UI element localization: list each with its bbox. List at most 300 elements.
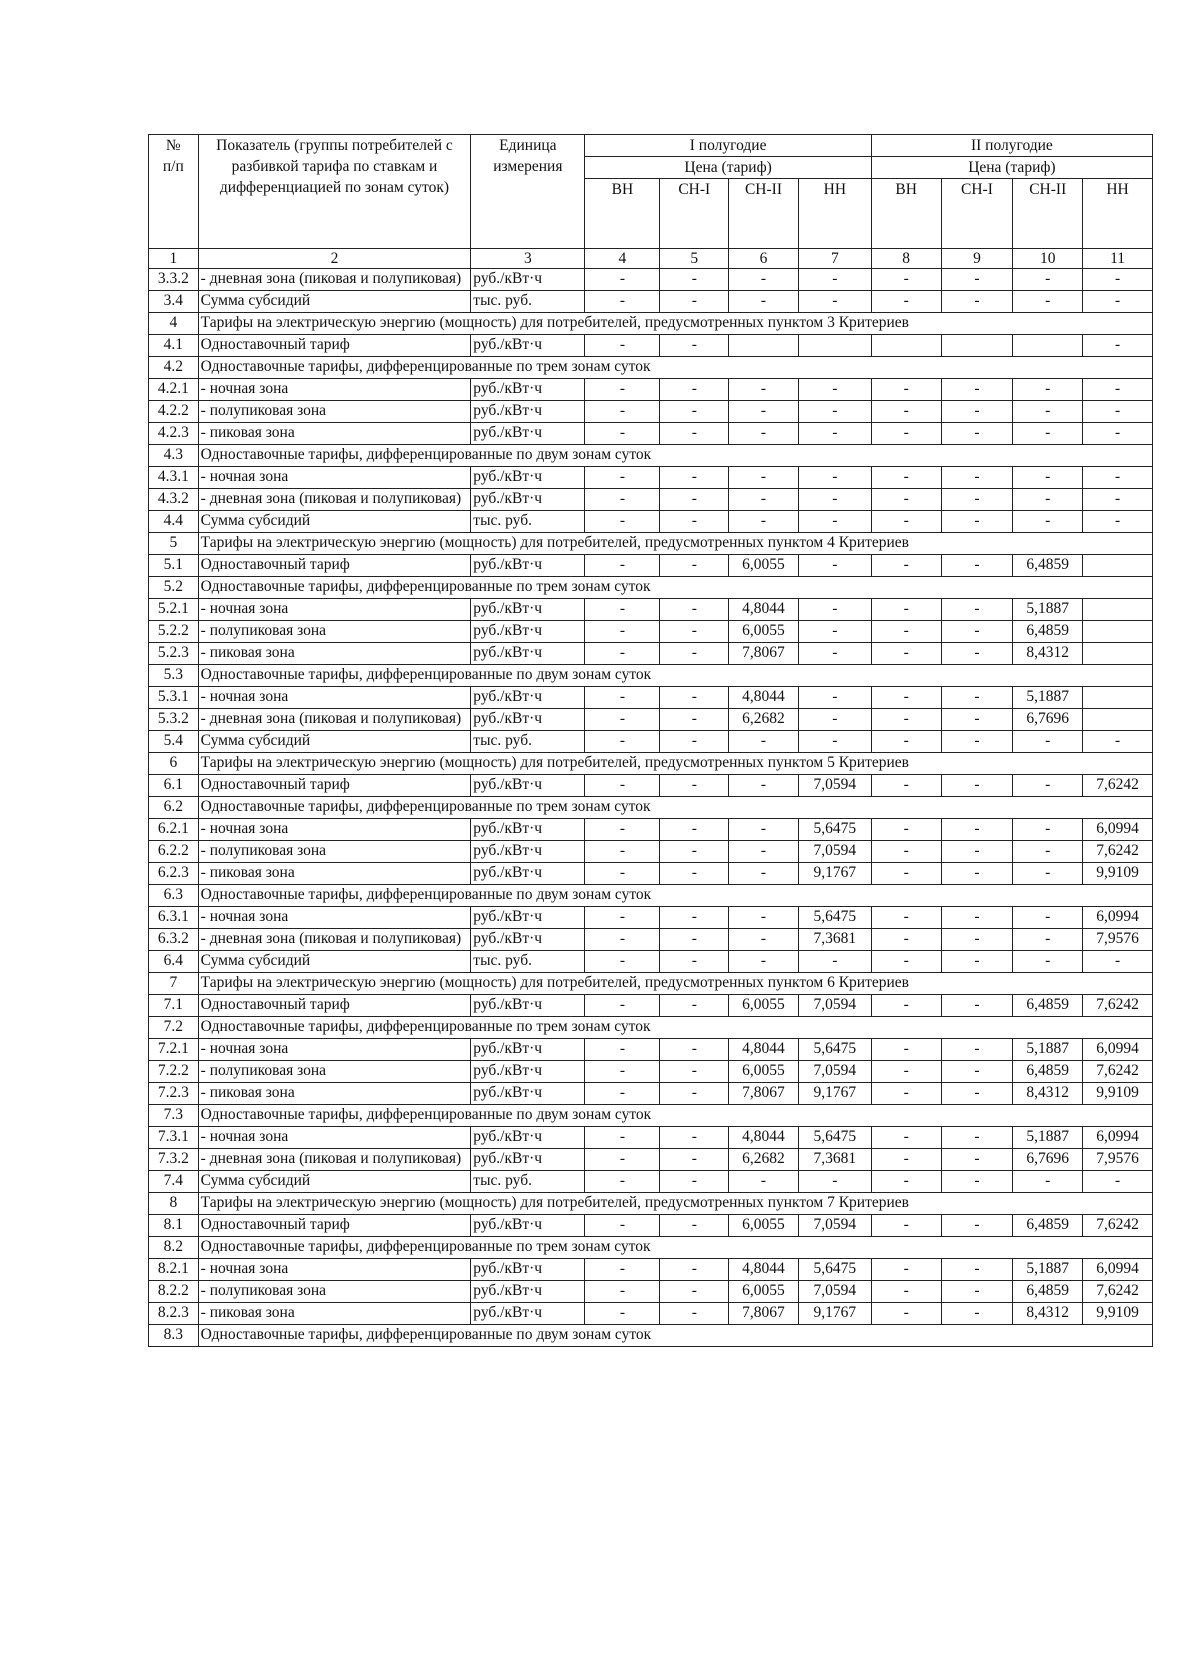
tariff-value: 9,1767 (798, 1083, 871, 1105)
row-indicator: - полупиковая зона (198, 401, 471, 423)
tariff-value: - (1013, 489, 1083, 511)
tariff-value: - (585, 1061, 660, 1083)
tariff-value: - (729, 731, 799, 753)
tariff-value: - (729, 269, 799, 291)
tariff-value: - (585, 511, 660, 533)
tariff-value: 4,8044 (729, 687, 799, 709)
tariff-value: - (660, 489, 729, 511)
tariff-value: - (660, 841, 729, 863)
tariff-value: - (660, 401, 729, 423)
tariff-value: - (798, 643, 871, 665)
row-unit: руб./кВт·ч (471, 1259, 585, 1281)
section-row (149, 313, 1153, 335)
row-number: 6.3.2 (149, 929, 199, 951)
header-level: СН-II (729, 179, 799, 249)
table-row (149, 687, 1153, 709)
tariff-value: - (941, 1281, 1013, 1303)
tariff-value: - (660, 1259, 729, 1281)
tariff-value: 5,6475 (798, 1127, 871, 1149)
row-number: 7.2.1 (149, 1039, 199, 1061)
tariff-value: - (585, 621, 660, 643)
tariff-value: - (585, 709, 660, 731)
section-title: Тарифы на электрическую энергию (мощность) для потребителей, предусмотренных пунктом 7 Критериев (198, 1193, 1152, 1215)
row-indicator: - дневная зона (пиковая и полупиковая) (198, 1149, 471, 1171)
tariff-value: 7,3681 (798, 1149, 871, 1171)
tariff-value (1083, 555, 1153, 577)
tariff-value: - (1083, 291, 1153, 313)
tariff-value: - (660, 1127, 729, 1149)
tariff-value: - (660, 1083, 729, 1105)
row-unit: руб./кВт·ч (471, 709, 585, 731)
row-number: 4.2.1 (149, 379, 199, 401)
column-number: 2 (198, 249, 471, 269)
tariff-value: - (1083, 731, 1153, 753)
tariff-value: - (871, 1259, 941, 1281)
row-number: 6.2.3 (149, 863, 199, 885)
tariff-value: - (871, 951, 941, 973)
tariff-value: - (941, 1215, 1013, 1237)
header-no: № п/п (149, 135, 199, 249)
table-row (149, 1281, 1153, 1303)
section-row (149, 973, 1153, 995)
row-number: 8.2 (149, 1237, 199, 1259)
row-indicator: Одноставочный тариф (198, 555, 471, 577)
tariff-value: - (798, 379, 871, 401)
section-title: Одноставочные тарифы, дифференцированные по трем зонам суток (198, 1017, 1152, 1039)
tariff-value (1083, 709, 1153, 731)
tariff-value: - (1013, 467, 1083, 489)
tariff-value: 6,4859 (1013, 621, 1083, 643)
table-row (149, 775, 1153, 797)
row-number: 7 (149, 973, 199, 995)
tariff-value: - (941, 863, 1013, 885)
tariff-value: - (1013, 269, 1083, 291)
tariff-value: - (660, 1061, 729, 1083)
row-unit: руб./кВт·ч (471, 1303, 585, 1325)
tariff-value: - (798, 269, 871, 291)
row-indicator: Сумма субсидий (198, 1171, 471, 1193)
tariff-value: - (871, 995, 941, 1017)
tariff-value: 9,9109 (1083, 1083, 1153, 1105)
tariff-value: - (798, 731, 871, 753)
tariff-value: - (660, 1281, 729, 1303)
tariff-value: - (660, 731, 729, 753)
tariff-value: - (941, 643, 1013, 665)
tariff-value: - (941, 687, 1013, 709)
tariff-value: - (798, 709, 871, 731)
table-row (149, 423, 1153, 445)
table-row (149, 621, 1153, 643)
tariff-value: 8,4312 (1013, 643, 1083, 665)
section-row (149, 1237, 1153, 1259)
tariff-value: 9,9109 (1083, 1303, 1153, 1325)
row-unit: тыс. руб. (471, 1171, 585, 1193)
tariff-value: 7,8067 (729, 643, 799, 665)
tariff-value: - (660, 467, 729, 489)
tariff-value: - (871, 1061, 941, 1083)
tariff-value: - (660, 1215, 729, 1237)
tariff-value: 7,6242 (1083, 1061, 1153, 1083)
tariff-value: - (941, 1303, 1013, 1325)
section-row (149, 665, 1153, 687)
row-number: 8.2.2 (149, 1281, 199, 1303)
tariff-value: - (729, 907, 799, 929)
tariff-value: - (941, 269, 1013, 291)
table-row (149, 1171, 1153, 1193)
row-number: 5.3 (149, 665, 199, 687)
tariff-value: - (871, 709, 941, 731)
tariff-value: - (729, 423, 799, 445)
tariff-value: - (585, 907, 660, 929)
row-unit: руб./кВт·ч (471, 599, 585, 621)
row-indicator: - ночная зона (198, 599, 471, 621)
header-price2: Цена (тариф) (871, 157, 1152, 179)
row-indicator: - дневная зона (пиковая и полупиковая) (198, 929, 471, 951)
row-unit: руб./кВт·ч (471, 1039, 585, 1061)
row-unit: руб./кВт·ч (471, 1127, 585, 1149)
tariff-value: - (798, 951, 871, 973)
tariff-value: 4,8044 (729, 1039, 799, 1061)
row-unit: руб./кВт·ч (471, 841, 585, 863)
row-number: 8.1 (149, 1215, 199, 1237)
table-row (149, 907, 1153, 929)
row-number: 5.3.2 (149, 709, 199, 731)
tariff-value: 7,6242 (1083, 775, 1153, 797)
section-title: Одноставочные тарифы, дифференцированные по трем зонам суток (198, 577, 1152, 599)
column-number: 9 (941, 249, 1013, 269)
tariff-value: - (941, 1259, 1013, 1281)
tariff-value (871, 335, 941, 357)
tariff-value: - (941, 291, 1013, 313)
row-unit: тыс. руб. (471, 511, 585, 533)
tariff-value: - (941, 511, 1013, 533)
row-unit: руб./кВт·ч (471, 929, 585, 951)
header-level: СН-I (660, 179, 729, 249)
tariff-value: - (585, 687, 660, 709)
row-number: 4.3 (149, 445, 199, 467)
tariff-value: 6,0994 (1083, 1127, 1153, 1149)
row-number: 7.3.1 (149, 1127, 199, 1149)
tariff-value: - (871, 1149, 941, 1171)
row-indicator: - пиковая зона (198, 1303, 471, 1325)
table-row (149, 511, 1153, 533)
row-indicator: - полупиковая зона (198, 1061, 471, 1083)
tariff-value: 7,0594 (798, 1281, 871, 1303)
row-number: 7.2.2 (149, 1061, 199, 1083)
tariff-value: - (871, 511, 941, 533)
tariff-value: - (585, 1171, 660, 1193)
row-number: 4.4 (149, 511, 199, 533)
row-number: 4.3.1 (149, 467, 199, 489)
tariff-value: - (660, 819, 729, 841)
tariff-value (729, 335, 799, 357)
tariff-value: - (871, 731, 941, 753)
tariff-value: - (585, 467, 660, 489)
table-row (149, 599, 1153, 621)
tariff-value: - (798, 511, 871, 533)
row-number: 5.2 (149, 577, 199, 599)
tariff-value: - (871, 269, 941, 291)
column-number: 7 (798, 249, 871, 269)
row-indicator: Сумма субсидий (198, 511, 471, 533)
tariff-value: - (1013, 841, 1083, 863)
row-unit: руб./кВт·ч (471, 467, 585, 489)
column-number: 6 (729, 249, 799, 269)
tariff-value: - (660, 907, 729, 929)
row-number: 6.2 (149, 797, 199, 819)
tariff-value: - (729, 291, 799, 313)
tariff-value: - (1013, 1171, 1083, 1193)
tariff-value: - (871, 863, 941, 885)
tariff-value: - (585, 731, 660, 753)
row-number: 4.2.2 (149, 401, 199, 423)
tariff-value: - (585, 335, 660, 357)
tariff-value: - (660, 621, 729, 643)
tariff-value: - (729, 379, 799, 401)
header-indicator: Показатель (группы потребителей с разбивкой тарифа по ставкам и дифференциацией по зонам суток) (198, 135, 471, 249)
tariff-value (1013, 335, 1083, 357)
tariff-value: 9,1767 (798, 1303, 871, 1325)
tariff-value: - (871, 423, 941, 445)
tariff-value: - (585, 863, 660, 885)
tariff-value: - (660, 1039, 729, 1061)
tariff-value: - (941, 907, 1013, 929)
section-row (149, 577, 1153, 599)
tariff-value: - (660, 511, 729, 533)
tariff-value: - (585, 401, 660, 423)
tariff-value: - (871, 379, 941, 401)
header-level: СН-I (941, 179, 1013, 249)
table-row (149, 1127, 1153, 1149)
tariff-value: 7,0594 (798, 1061, 871, 1083)
row-unit: тыс. руб. (471, 731, 585, 753)
header-level: ВН (871, 179, 941, 249)
tariff-value: 6,0994 (1083, 819, 1153, 841)
tariff-value: - (585, 1127, 660, 1149)
row-unit: руб./кВт·ч (471, 907, 585, 929)
tariff-value: 8,4312 (1013, 1303, 1083, 1325)
row-unit: руб./кВт·ч (471, 1061, 585, 1083)
tariff-value: - (871, 929, 941, 951)
tariff-value: - (941, 489, 1013, 511)
row-indicator: - дневная зона (пиковая и полупиковая) (198, 269, 471, 291)
tariff-value: - (871, 1215, 941, 1237)
tariff-value: - (1013, 907, 1083, 929)
row-indicator: Сумма субсидий (198, 951, 471, 973)
table-row (149, 929, 1153, 951)
tariff-value: 7,9576 (1083, 929, 1153, 951)
tariff-value: - (1013, 291, 1083, 313)
tariff-value: 6,7696 (1013, 1149, 1083, 1171)
tariff-value: 6,0055 (729, 1281, 799, 1303)
table-row (149, 1061, 1153, 1083)
row-indicator: - полупиковая зона (198, 621, 471, 643)
row-number: 4 (149, 313, 199, 335)
tariff-value: - (585, 1039, 660, 1061)
section-title: Тарифы на электрическую энергию (мощность) для потребителей, предусмотренных пунктом 5 Критериев (198, 753, 1152, 775)
tariff-value: 7,0594 (798, 841, 871, 863)
table-row (149, 995, 1153, 1017)
tariff-value: - (871, 1171, 941, 1193)
row-number: 5.2.3 (149, 643, 199, 665)
tariff-value: - (585, 951, 660, 973)
tariff-value: - (585, 819, 660, 841)
row-unit: руб./кВт·ч (471, 1083, 585, 1105)
tariff-value: 5,1887 (1013, 687, 1083, 709)
tariff-value: 7,6242 (1083, 841, 1153, 863)
row-indicator: Одноставочный тариф (198, 775, 471, 797)
section-row (149, 1325, 1153, 1347)
table-body (149, 269, 1153, 1347)
tariff-value: - (1013, 423, 1083, 445)
tariff-value: - (585, 841, 660, 863)
section-title: Одноставочные тарифы, дифференцированные по двум зонам суток (198, 1105, 1152, 1127)
header-half1: I полугодие (585, 135, 871, 157)
tariff-value: - (1083, 401, 1153, 423)
tariff-value: - (871, 291, 941, 313)
tariff-value: - (871, 775, 941, 797)
row-indicator: - дневная зона (пиковая и полупиковая) (198, 709, 471, 731)
tariff-value: - (585, 269, 660, 291)
tariff-value: - (660, 555, 729, 577)
tariff-value: 6,0055 (729, 995, 799, 1017)
tariff-value: - (941, 1127, 1013, 1149)
row-indicator: Одноставочный тариф (198, 995, 471, 1017)
tariff-value: - (729, 775, 799, 797)
row-unit: руб./кВт·ч (471, 401, 585, 423)
tariff-value: 5,1887 (1013, 1127, 1083, 1149)
table-row (149, 1039, 1153, 1061)
tariff-value: 5,6475 (798, 1259, 871, 1281)
tariff-value: - (798, 555, 871, 577)
row-number: 8.3 (149, 1325, 199, 1347)
row-indicator: Одноставочный тариф (198, 335, 471, 357)
row-indicator: - дневная зона (пиковая и полупиковая) (198, 489, 471, 511)
section-row (149, 1193, 1153, 1215)
row-unit: руб./кВт·ч (471, 489, 585, 511)
tariff-value: - (871, 841, 941, 863)
row-indicator: Сумма субсидий (198, 731, 471, 753)
tariff-value: - (729, 951, 799, 973)
tariff-value: - (729, 489, 799, 511)
tariff-value: - (585, 291, 660, 313)
section-title: Тарифы на электрическую энергию (мощность) для потребителей, предусмотренных пунктом 3 Критериев (198, 313, 1152, 335)
tariff-value: - (660, 1303, 729, 1325)
row-unit: руб./кВт·ч (471, 335, 585, 357)
row-number: 8.2.3 (149, 1303, 199, 1325)
tariff-value: - (729, 929, 799, 951)
tariff-value: - (871, 489, 941, 511)
tariff-value: 7,0594 (798, 1215, 871, 1237)
tariff-value: - (941, 379, 1013, 401)
tariff-value: - (729, 1171, 799, 1193)
row-indicator: Сумма субсидий (198, 291, 471, 313)
row-unit: руб./кВт·ч (471, 423, 585, 445)
table-row (149, 841, 1153, 863)
row-unit: тыс. руб. (471, 951, 585, 973)
tariff-value: - (585, 929, 660, 951)
tariff-value: 6,2682 (729, 709, 799, 731)
row-number: 6.4 (149, 951, 199, 973)
section-row (149, 885, 1153, 907)
table-row (149, 819, 1153, 841)
row-number: 6.2.2 (149, 841, 199, 863)
tariff-value: - (941, 555, 1013, 577)
row-number: 4.3.2 (149, 489, 199, 511)
tariff-value: - (1013, 511, 1083, 533)
section-title: Одноставочные тарифы, дифференцированные по двум зонам суток (198, 445, 1152, 467)
tariff-value: 5,6475 (798, 907, 871, 929)
tariff-value: - (941, 995, 1013, 1017)
row-indicator: - ночная зона (198, 687, 471, 709)
tariff-value: 6,0055 (729, 1215, 799, 1237)
tariff-value: 7,8067 (729, 1303, 799, 1325)
row-unit: руб./кВт·ч (471, 819, 585, 841)
row-unit: тыс. руб. (471, 291, 585, 313)
tariff-value: - (798, 1171, 871, 1193)
tariff-value: - (871, 401, 941, 423)
section-title: Тарифы на электрическую энергию (мощность) для потребителей, предусмотренных пунктом 6 Критериев (198, 973, 1152, 995)
section-title: Одноставочные тарифы, дифференцированные по трем зонам суток (198, 1237, 1152, 1259)
row-number: 5.3.1 (149, 687, 199, 709)
tariff-value: - (941, 929, 1013, 951)
tariff-value: - (1013, 819, 1083, 841)
header-half2: II полугодие (871, 135, 1152, 157)
tariff-value: - (941, 731, 1013, 753)
row-number: 8.2.1 (149, 1259, 199, 1281)
tariff-value: - (660, 929, 729, 951)
tariff-value: 6,0055 (729, 621, 799, 643)
tariff-value: - (729, 819, 799, 841)
tariff-value: 5,6475 (798, 1039, 871, 1061)
tariff-value: - (941, 621, 1013, 643)
row-number: 4.2.3 (149, 423, 199, 445)
tariff-value: 6,0055 (729, 1061, 799, 1083)
row-indicator: - пиковая зона (198, 643, 471, 665)
tariff-value: - (660, 709, 729, 731)
tariff-value: - (1013, 379, 1083, 401)
tariff-value: - (660, 599, 729, 621)
row-number: 3.4 (149, 291, 199, 313)
tariff-value: - (660, 1171, 729, 1193)
column-number: 11 (1083, 249, 1153, 269)
tariff-value: - (1083, 951, 1153, 973)
tariff-value: 4,8044 (729, 599, 799, 621)
tariff-value: - (941, 709, 1013, 731)
tariff-value: - (798, 401, 871, 423)
tariff-value: 5,6475 (798, 819, 871, 841)
tariff-value: - (1013, 731, 1083, 753)
row-unit: руб./кВт·ч (471, 379, 585, 401)
column-number: 3 (471, 249, 585, 269)
tariff-value: - (585, 555, 660, 577)
tariff-value: - (585, 379, 660, 401)
column-number: 4 (585, 249, 660, 269)
tariff-value: - (660, 687, 729, 709)
tariff-value (1083, 599, 1153, 621)
tariff-table (148, 134, 1153, 1347)
row-indicator: - полупиковая зона (198, 841, 471, 863)
column-number: 1 (149, 249, 199, 269)
table-row (149, 1303, 1153, 1325)
tariff-value: - (941, 1149, 1013, 1171)
tariff-value: - (585, 423, 660, 445)
tariff-value: 7,0594 (798, 775, 871, 797)
tariff-value: 6,0994 (1083, 1039, 1153, 1061)
row-indicator: - пиковая зона (198, 423, 471, 445)
header-level: НН (1083, 179, 1153, 249)
header-level: СН-II (1013, 179, 1083, 249)
